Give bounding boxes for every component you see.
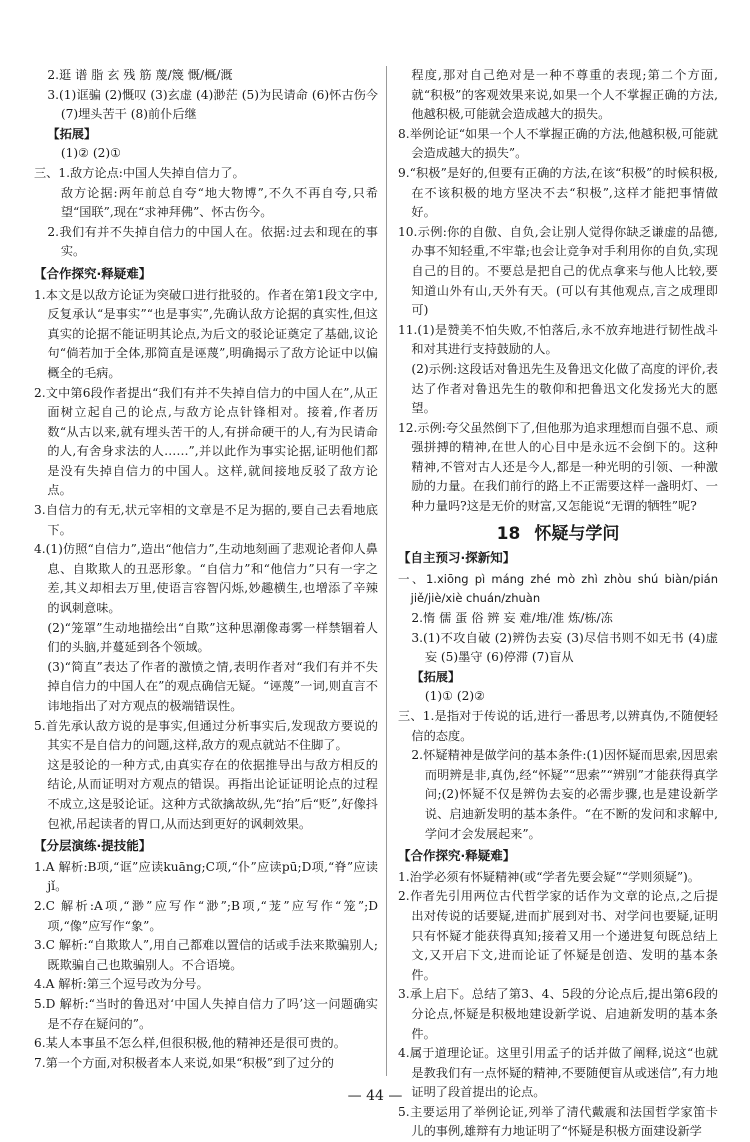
right_bottom-line: 1.治学必须有怀疑精神(或“学者先要会疑”“学则须疑”)。: [398, 869, 700, 884]
left-line: 这是驳论的一种方式,由真实存在的依据推导出与敌方相反的结论,从而证明对方观点的错误。再指出论证证明论点的过程不成立,这是驳论证。这种方式欲擒故纵,先“抬”后“贬”,好像抖包袱,吊起读者的胃口,从而达到更好的讽刺效果。: [47, 757, 378, 831]
right_bottom-line: 【合作探究·释疑难】: [398, 848, 516, 864]
left-column: [34, 66, 378, 1073]
right_top-line: 8.举例论证“如果一个人不掌握正确的方法,他越积极,可能就会造成越大的损失”。: [398, 126, 718, 161]
chapter-number: 18: [496, 523, 521, 544]
left-line: 2.我们有并不失掉自信力的中国人在。依据:过去和现在的事实。: [47, 224, 378, 259]
right_bottom-line: (1)① (2)②: [424, 689, 486, 704]
left-line: 1.A 解析:B项,“诓”应读kuāng;C项,“仆”应读pū;D项,“脊”应读jǐ。: [34, 859, 378, 894]
right_top-line: 9.“积极”是好的,但要有正确的方法,在该“积极”的时候积极,在不该积极的地方坚决不去“积极”,这样才能把事情做好。: [398, 165, 718, 220]
left-line: 3.自信力的有无,状元宰相的文章是不足为据的,要自己去看地底下。: [34, 503, 378, 537]
right_bottom-line: 3.(1)不攻自破 (2)辨伪去妄 (3)尽信书则不如无书 (4)虚妄 (5)墨守 (6)停滞 (7)盲从: [411, 630, 718, 665]
left-line: (3)“简直”表达了作者的激愤之情,表明作者对“我们有并不失掉自信力的中国人在”的观点确信无疑。“诬蔑”一词,则直言不讳地指出了对方观点的极端错误性。: [47, 659, 378, 713]
left-line: 2.逛 谱 脂 玄 残 筋 蔑/篾 慨/概/溉: [47, 68, 233, 82]
right_bottom-line: 三、1.是指对于传说的话,进行一番思考,以辨真伪,不随便轻信的态度。: [398, 709, 718, 743]
left-line: 1.本文是以敌方论证为突破口进行批驳的。作者在第1段文字中,反复承认“是事实”“也是事实”,先确认敌方论据的真实性,但这真实的论据不能证明其论点,为后文的驳论证奠定了基础,议论句“倘若加于全体,那简直是诬蔑”,明确揭示了敌方论证中以偏概全的毛病。: [34, 287, 378, 380]
left-line: 2.C 解析:A项,“渺”应写作“渺”;B项,“茏”应写作“笼”;D项,“像”应写作“象”。: [34, 898, 378, 933]
right_top-line: 12.示例:夸父虽然倒下了,但他那为追求理想而自强不息、顽强拼搏的精神,在世人的心目中是永远不会倒下的。这种精神,不管对古人还是今人,都是一种光明的引领、一种激励的力量。在我们前行的路上不正需要这样一盏明灯、一种力量吗?这是无价的财富,又怎能说“无谓的牺牲”呢?: [398, 420, 718, 514]
page-number: — 44 —: [347, 1088, 403, 1104]
right_bottom-line: 4.属于道理论证。这里引用孟子的话并做了阐释,说这“也就是教我们有一点怀疑的精神,不要随便盲从或迷信”,有力地证明了段首提出的论点。: [398, 1046, 718, 1100]
left-line: 5.首先承认敌方说的是事实,但通过分析事实后,发现敌方要说的其实不是自信力的问题,这样,敌方的观点就站不住脚了。: [34, 718, 378, 753]
right_top-line: 程度,那对自己绝对是一种不尊重的表现;第二个方面,就“积极”的客观效果来说,如果一个人不掌握正确的方法,他越积极,可能就会造成越大的损失。: [411, 68, 718, 122]
right_bottom-line: 【自主预习·探新知】: [398, 550, 516, 566]
right_bottom-line: 2.怀疑精神是做学问的基本条件:(1)因怀疑而思索,因思索而明辨是非,真伪,经“怀疑”“思索”“辨别”才能获得真学问;(2)怀疑不仅是辨伪去妄的必需步骤,也是建设新学说、启迪新发明的基本条件。“在不断的发问和求解中,学问才会发展起来”。: [411, 748, 718, 841]
left-line: 6.某人本事虽不怎么样,但很积极,他的精神还是很可贵的。: [34, 1036, 346, 1051]
right-bottom-answers: [398, 548, 718, 1142]
left-line: 4.(1)仿照“自信力”,造出“他信力”,生动地刻画了悲观论者仰人鼻息、自欺欺人的丑恶形象。“自信力”和“他信力”只有一字之差,其义却相去万里,使语言容智闪烁,妙趣横生,也增添了辛辣的讽刺意味。: [34, 542, 378, 616]
left-line: 敌方论据:两年前总自夸“地大物博”,不久不再自夸,只希望“国联”,现在“求神拜佛”、怀古伤今。: [60, 185, 378, 220]
left-line: 【合作探究·释疑难】: [34, 265, 152, 281]
left-line: 三、1.敌方论点:中国人失掉自信力了。: [34, 165, 245, 180]
left-line: 5.D 解析:“当时的鲁迅对‘中国人失掉自信力了吗’这一问题确实是不存在疑问的”。: [34, 996, 378, 1031]
left-line: 【拓展】: [47, 126, 97, 141]
right-column: [398, 66, 718, 1142]
right_top-line: 10.示例:你的自傲、自负,会让别人觉得你缺乏谦虚的品德,办事不知轻重,不牢靠;也会让竞争对手利用你的自负,实现自己的目的。不要总是把自己的优点拿来与他人比较,要知道山外有山,天外有天。(可以有其他观点,言之成理即可): [398, 224, 718, 318]
right_bottom-line: 2.惰 儒 蛋 俗 辨 妄 难/堆/准 炼/栋/冻: [411, 611, 613, 626]
left-line: 3.(1)诓骗 (2)慨叹 (3)玄虚 (4)渺茫 (5)为民请命 (6)怀古伤今 (7)埋头苦干 (8)前仆后继: [47, 87, 378, 122]
left-line: 7.第一个方面,对积极者本人来说,如果“积极”到了过分的: [34, 1055, 334, 1070]
left-line: 【分层演练·提技能】: [34, 838, 152, 854]
right_top-line: (2)示例:这段话对鲁迅先生及鲁迅文化做了高度的评价,表达了作者对鲁迅先生的敬仰和把鲁迅文化发扬光大的愿望。: [411, 361, 718, 416]
right_top-line: 11.(1)是赞美不怕失败,不怕落后,永不放弃地进行韧性战斗和对其进行支持鼓励的人。: [398, 322, 718, 357]
left-line: (2)“笼罩”生动地描绘出“自欺”这种思潮像毒雾一样禁锢着人们的头脑,并蔓延到各个领域。: [47, 620, 378, 655]
left-line: 3.C 解析:“自欺欺人”,用自己都难以置信的话或手法来欺骗别人;既欺骗自己也欺骗别人。不合语境。: [34, 938, 378, 972]
chapter-title: [398, 525, 718, 545]
left-line: 2.文中第6段作者提出“我们有并不失掉自信力的中国人在”,从正面树立起自己的论点,与敌方论点针锋相对。接着,作者历数“从古以来,就有埋头苦干的人,有拼命硬干的人,有为民请命的人,有舍身求法的人……”,并以此作为事实论据,证明他们都是没有失掉自信力的中国人。这样,就间接地反驳了敌方论点。: [34, 385, 378, 498]
right_bottom-line: 3.承上启下。总结了第3、4、5段的分论点后,提出第6段的分论点,怀疑是积极地建设新学说、启迪新发明的基本条件。: [398, 987, 718, 1041]
right_bottom-line: 2.作者先引用两位古代哲学家的话作为文章的论点,之后提出对传说的话要疑,进而扩展到对书、对学问也要疑,证明只有怀疑才能获得真知;接着又用一个递进复句既总结上文,又开启下文,进而论证了怀疑是创造、发明的基本条件。: [398, 889, 718, 982]
right_bottom-line: 【拓展】: [411, 669, 461, 684]
chapter-name: 怀疑与学问: [534, 523, 620, 544]
right_bottom-line: 一、1.xiōng pì máng zhé mò zhì zhòu shú biàn/pián jiě/jiè/xiè chuán/zhuàn: [398, 571, 718, 606]
left-line: (1)② (2)①: [60, 146, 122, 161]
left-line: 4.A 解析:第三个逗号改为分号。: [34, 977, 209, 992]
column-divider: [386, 66, 387, 1076]
right-top-answers: [398, 66, 718, 517]
right_bottom-line: 5.主要运用了举例论证,列举了清代戴震和法国哲学家笛卡儿的事例,雄辩有力地证明了“怀疑是积极方面建设新学: [398, 1104, 718, 1139]
